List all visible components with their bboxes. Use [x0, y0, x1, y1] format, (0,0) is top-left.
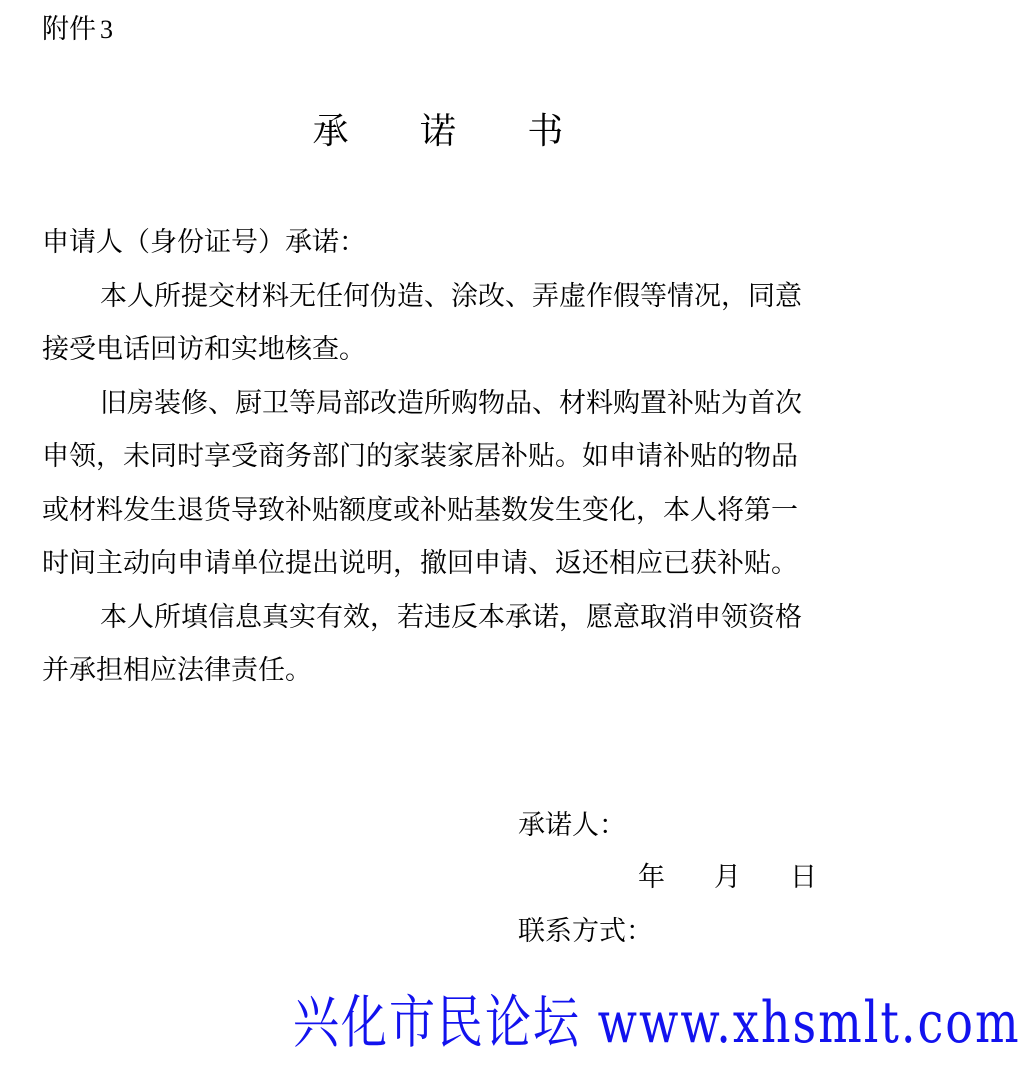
attachment-label: [42, 10, 113, 50]
contact-label: 联系方式：: [518, 916, 653, 947]
body-line: 时间主动向申请单位提出说明，撤回申请、返还相应已获补贴。: [42, 548, 798, 579]
body-line: 并承担相应法律责任。: [42, 655, 312, 686]
promisor-label: 承诺人：: [518, 810, 626, 841]
date-year-label: 年: [638, 862, 665, 893]
document-title: 承 诺 书: [312, 111, 594, 152]
body-line: 申领，未同时享受商务部门的家装家居补贴。如申请补贴的物品: [42, 441, 798, 472]
forum-watermark: 兴化市民论坛 www.xhsmlt.com: [293, 988, 1021, 1056]
body-line: 接受电话回访和实地核查。: [42, 334, 366, 365]
body-line: 本人所填信息真实有效，若违反本承诺，愿意取消申领资格: [100, 601, 802, 633]
body-line: 或材料发生退货导致补贴额度或补贴基数发生变化，本人将第一: [42, 494, 798, 526]
body-line: 旧房装修、厨卫等局部改造所购物品、材料购置补贴为首次: [100, 387, 802, 419]
body-line: 本人所提交材料无任何伪造、涂改、弄虚作假等情况，同意: [100, 280, 802, 312]
date-day-label: 日: [790, 862, 817, 893]
date-month-label: 月: [714, 862, 741, 893]
document-body: [42, 216, 870, 698]
attachment-label-text: 附件: [42, 14, 96, 45]
attachment-number: 3: [100, 15, 113, 44]
body-line: 申请人（身份证号）承诺：: [42, 227, 366, 258]
